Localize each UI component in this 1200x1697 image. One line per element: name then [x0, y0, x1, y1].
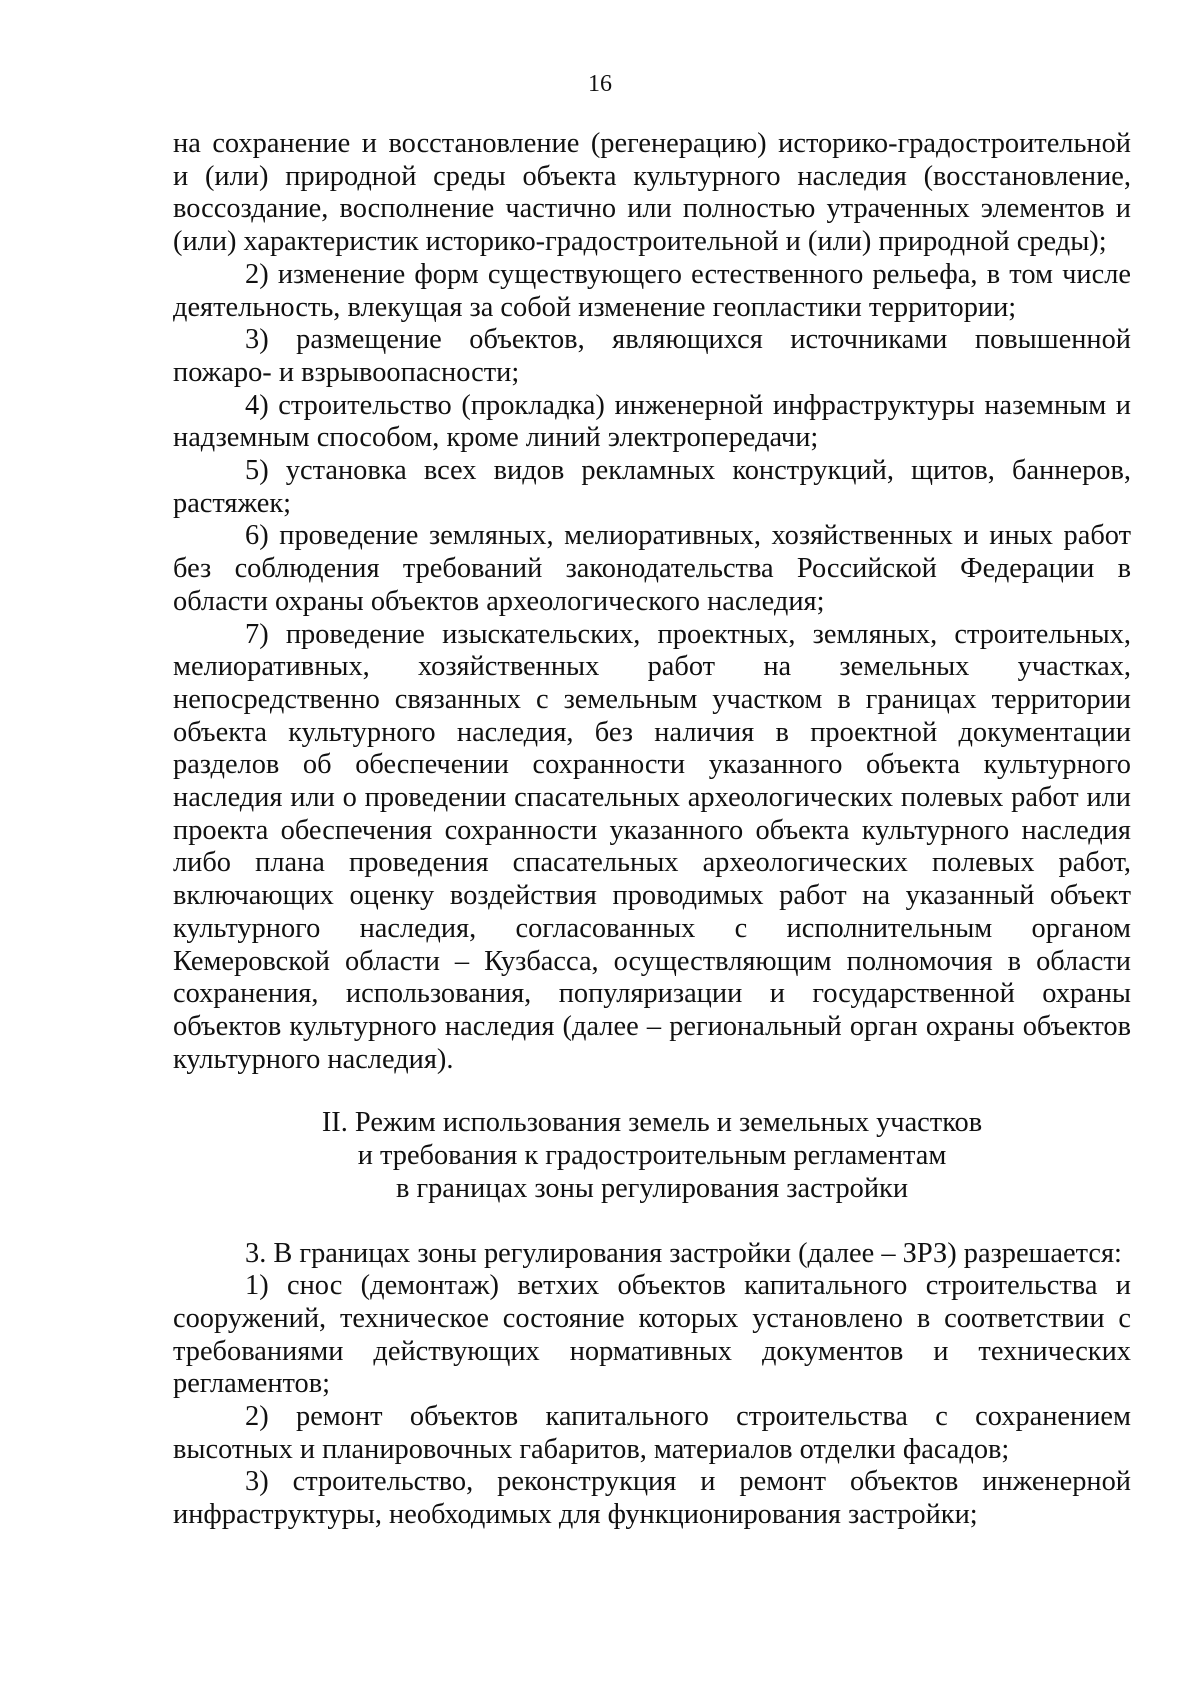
section-heading-line-3: в границах зоны регулирования застройки — [395, 1172, 909, 1204]
section-heading — [173, 1107, 1131, 1205]
clause-3-item-3: 3) строительство, реконструкция и ремонт объектов инженерной инфраструктуры, необходимых для функционирования застройки; — [173, 1466, 1131, 1531]
document-body — [173, 128, 1131, 1532]
clause-3: 3. В границах зоны регулирования застройки (далее – ЗРЗ) разрешается: — [245, 1237, 1122, 1269]
clause-3-item-2: 2) ремонт объектов капитального строительства с сохранением высотных и планировочных габаритов, материалов отделки фасадов; — [173, 1401, 1131, 1465]
list-item-3: 3) размещение объектов, являющихся источниками повышенной пожаро- и взрывоопасности; — [173, 324, 1131, 388]
list-item-5: 5) установка всех видов рекламных конструкций, щитов, баннеров, растяжек; — [173, 455, 1131, 519]
list-item-2: 2) изменение форм существующего естественного рельефа, в том числе деятельность, влекущая за собой изменение геопластики территории; — [173, 258, 1131, 323]
page-number: 16 — [588, 71, 612, 97]
clause-3-item-1: 1) снос (демонтаж) ветхих объектов капитального строительства и сооружений, техническое состояние которых установлено в соответствии с требованиями действующих нормативных документов и технических регламентов; — [173, 1270, 1131, 1400]
section-heading-line-1: II. Режим использования земель и земельных участков — [321, 1107, 983, 1139]
list-item-6: 6) проведение земляных, мелиоративных, хозяйственных и иных работ без соблюдения требований законодательства Российской Федерации в области охраны объектов археологического наследия; — [173, 520, 1131, 617]
paragraph-continuation: на сохранение и восстановление (регенерацию) историко-градостроительной и (или) природной среды объекта культурного наследия (восстановление, воссоздание, восполнение частично или полностью утраченных элементов и (или) характеристик историко-градостроительной и (или) природной среды); — [173, 128, 1131, 258]
list-item-7: 7) проведение изыскательских, проектных, земляных, строительных, мелиоративных, хозяйственных работ на земельных участках, непосредственно связанных с земельным участком в границах территории объекта культурного наследия, без наличия в проектной документации разделов об обеспечении сохранности указанного объекта культурного наследия или о проведении спасательных археологических полевых работ или проекта обеспечения сохранности указанного объекта культурного наследия либо плана проведения спасательных археологических полевых работ, включающих оценку воздействия проводимых работ на указанный объект культурного наследия, согласованных с исполнительным органом Кемеровской области – Кузбасса, осуществляющим полномочия в области сохранения, использования, популяризации и государственной охраны объектов культурного наследия (далее – региональный орган охраны объектов культурного наследия). — [173, 618, 1131, 1075]
list-item-4: 4) строительство (прокладка) инженерной инфраструктуры наземным и надземным способом, кроме линий электропередачи; — [173, 389, 1131, 454]
section-heading-line-2: и требования к градостроительным регламентам — [357, 1140, 947, 1172]
